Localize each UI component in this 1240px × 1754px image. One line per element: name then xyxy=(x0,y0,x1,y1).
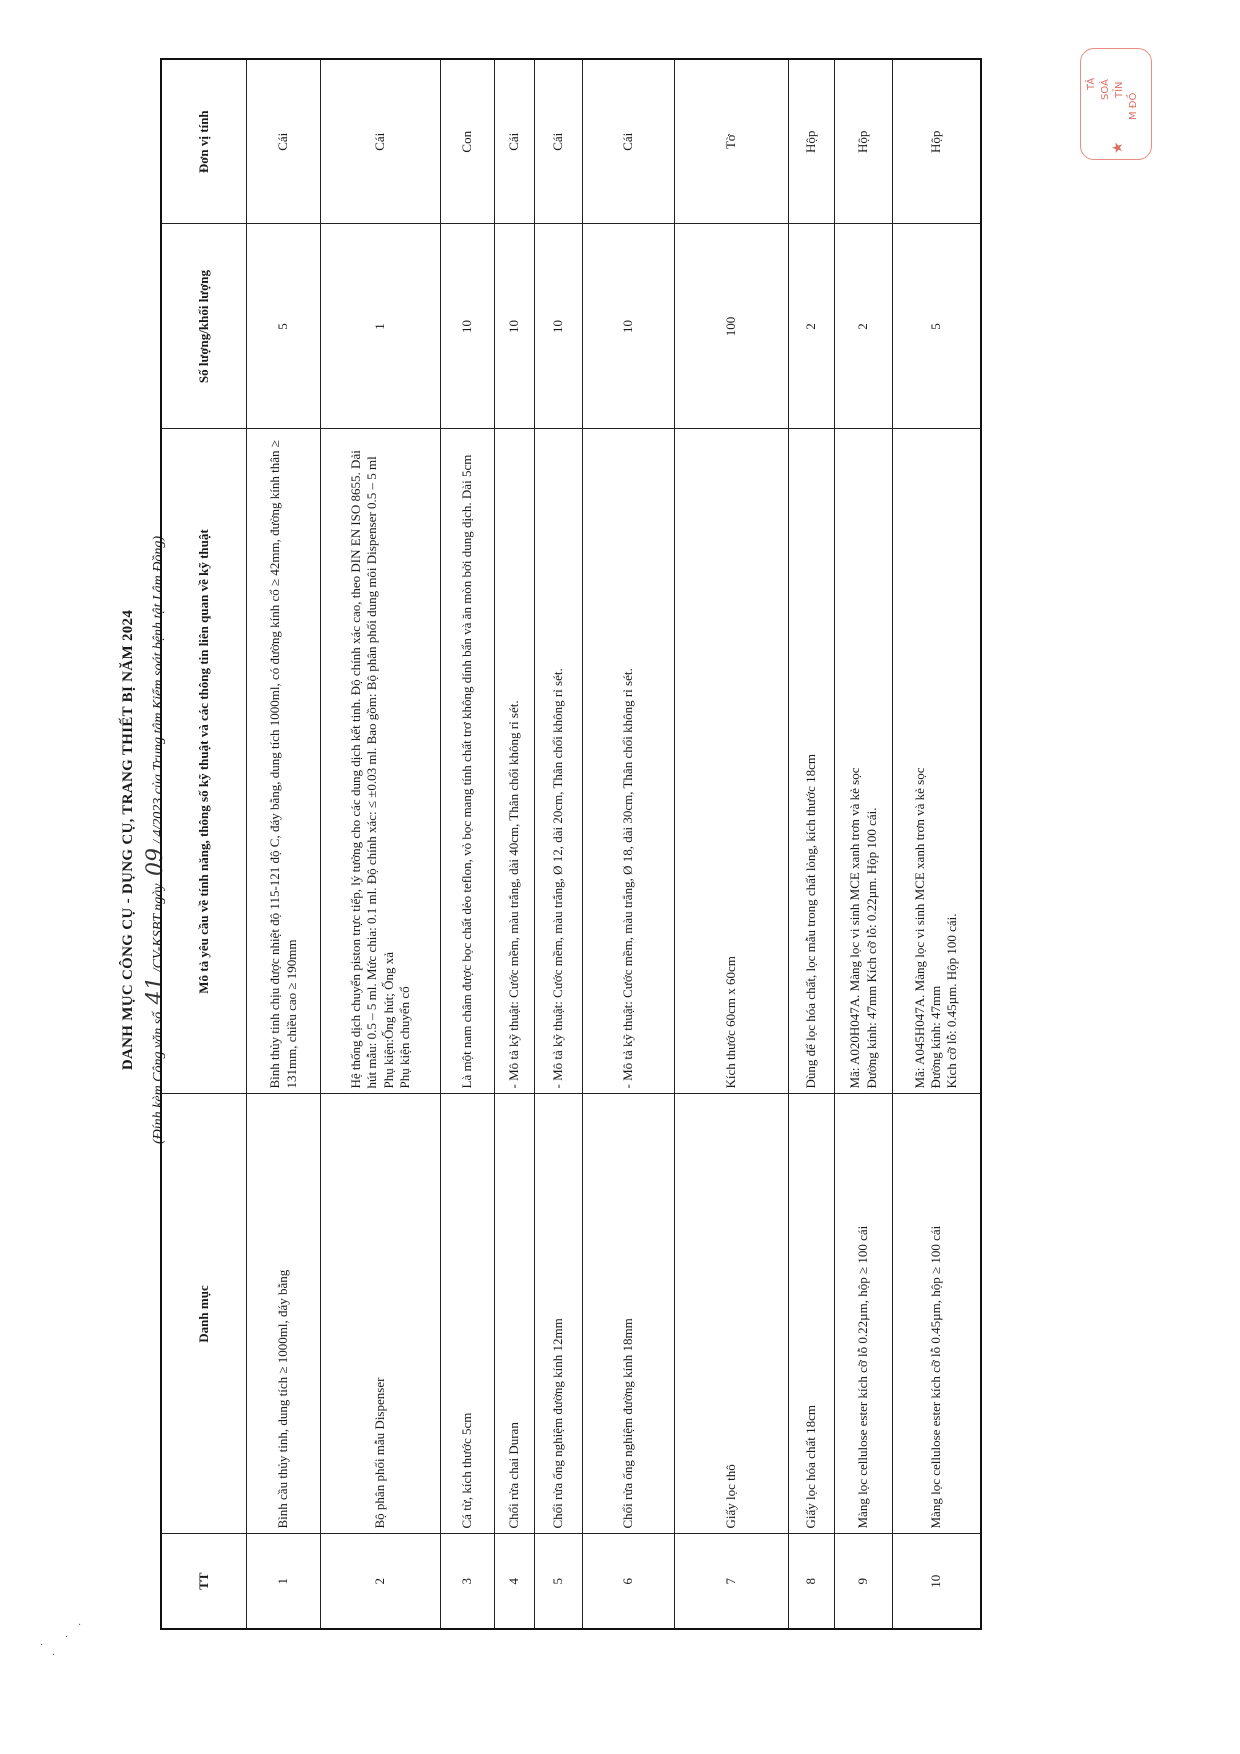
desc-line: Hệ thống dịch chuyển piston trực tiếp, lý tưởng cho các dung dịch kết tinh. Độ chính xác cao, theo DIN EN ISO 8655. Dải hút mẫu: 0.5 – 5 ml. Mức chia: 0.1 ml. Độ chính xác: ≤ ±0.03 ml. Bao gồm: Bộ phân phối dung môi Dispenser 0.5 – 5 ml xyxy=(348,450,380,1089)
desc-line: Phụ kiện chuyển cổ xyxy=(396,986,412,1089)
row-name: Giấy lọc hóa chất 18cm xyxy=(789,1094,835,1534)
row-name: Cá từ, kích thước 5cm xyxy=(441,1094,495,1534)
desc-line: Phụ kiện:Ống hút; Ống xả xyxy=(380,952,396,1089)
row-tt: 5 xyxy=(535,1534,583,1629)
header-unit: Đơn vị tính xyxy=(161,59,247,224)
row-name: Chổi rửa ống nghiệm đường kính 18mm xyxy=(583,1094,675,1534)
desc-line: Là một nam châm được bọc chất dẻo teflon, vỏ bọc mang tính chất trơ không dính bẩn và ăn mòn bởi dung dịch. Dài 5cm xyxy=(459,454,475,1089)
row-tt: 9 xyxy=(835,1534,893,1629)
row-desc xyxy=(893,429,981,1094)
header-tt: TT xyxy=(161,1534,247,1629)
row-unit: Cái xyxy=(247,59,321,224)
row-tt: 3 xyxy=(441,1534,495,1629)
row-qty: 5 xyxy=(893,224,981,429)
row-tt: 8 xyxy=(789,1534,835,1629)
row-desc xyxy=(583,429,675,1094)
header-qty: Số lượng/khối lượng xyxy=(161,224,247,429)
table-row xyxy=(321,59,441,1629)
handwritten-number: 41 xyxy=(143,976,168,1005)
desc-line: - Mô tả kỹ thuật: Cước mềm, màu trắng, Ø 12, dài 20cm, Thân chổi không rỉ sét. xyxy=(550,668,566,1089)
stamp-text: TỈN xyxy=(1114,81,1125,98)
table-row xyxy=(495,59,535,1629)
header-desc: Mô tả yêu cầu về tính năng, thông số kỹ thuật và các thông tin liên quan về kỹ thuật xyxy=(161,429,247,1094)
row-desc xyxy=(535,429,583,1094)
row-unit: Cái xyxy=(495,59,535,224)
desc-line: - Mô tả kỹ thuật: Cước mềm, màu trắng, Ø 18, dài 30cm, Thân chổi không rỉ sét. xyxy=(620,668,636,1089)
row-qty: 2 xyxy=(789,224,835,429)
row-unit: Con xyxy=(441,59,495,224)
row-desc xyxy=(247,429,321,1094)
row-qty: 5 xyxy=(247,224,321,429)
row-tt: 7 xyxy=(675,1534,789,1629)
row-name: Chổi rửa ống nghiệm đường kính 12mm xyxy=(535,1094,583,1534)
desc-line: - Mô tả kỹ thuật: Cước mềm, màu trắng, dài 40cm, Thân chổi không rỉ sét. xyxy=(506,700,522,1089)
row-desc xyxy=(789,429,835,1094)
row-qty: 10 xyxy=(535,224,583,429)
desc-line: Mã: A020H047A. Màng lọc vi sinh MCE xanh trơn và kẻ sọc xyxy=(847,767,863,1089)
table-row xyxy=(893,59,981,1629)
stamp-text: M ĐỒ xyxy=(1128,92,1139,120)
row-qty: 1 xyxy=(321,224,441,429)
desc-line: Đường kính: 47mm xyxy=(928,985,944,1089)
table-row xyxy=(247,59,321,1629)
subtitle-mid: /CV-KSBT ngày xyxy=(151,883,166,973)
table-header-row xyxy=(161,59,247,1629)
table-row xyxy=(789,59,835,1629)
table-row xyxy=(835,59,893,1629)
desc-line: Kích thước 60cm x 60cm xyxy=(723,956,739,1089)
table-body xyxy=(247,59,981,1629)
row-desc xyxy=(675,429,789,1094)
star-icon: ★ xyxy=(1110,141,1126,154)
row-name: Chổi rửa chai Duran xyxy=(495,1094,535,1534)
table-row xyxy=(675,59,789,1629)
row-qty: 2 xyxy=(835,224,893,429)
handwritten-day: 09 xyxy=(143,848,168,876)
document-title: DANH MỤC CÔNG CỤ - DỤNG CỤ, TRANG THIẾT BỊ NĂM 2024 xyxy=(120,609,136,1071)
row-tt: 1 xyxy=(247,1534,321,1629)
table-row xyxy=(583,59,675,1629)
row-tt: 10 xyxy=(893,1534,981,1629)
stamp-text: SOÁ xyxy=(1100,79,1111,100)
red-stamp xyxy=(1080,50,1150,160)
row-qty: 100 xyxy=(675,224,789,429)
row-unit: Cái xyxy=(583,59,675,224)
row-desc xyxy=(441,429,495,1094)
table-row xyxy=(535,59,583,1629)
table-row xyxy=(441,59,495,1629)
row-unit: Cái xyxy=(321,59,441,224)
row-qty: 10 xyxy=(441,224,495,429)
row-name: Bình cầu thủy tinh, dung tích ≥ 1000ml, đáy bằng xyxy=(247,1094,321,1534)
row-unit: Cái xyxy=(535,59,583,224)
stamp-text: TÂ xyxy=(1086,77,1097,90)
row-unit: Hộp xyxy=(789,59,835,224)
row-tt: 4 xyxy=(495,1534,535,1629)
desc-line: Dùng để lọc hóa chất, lọc mẫu trong chất lỏng, kích thước 18cm xyxy=(803,754,819,1089)
row-unit: Hộp xyxy=(893,59,981,224)
row-tt: 6 xyxy=(583,1534,675,1629)
row-desc xyxy=(321,429,441,1094)
row-name: Bộ phân phối mẫu Dispenser xyxy=(321,1094,441,1534)
equipment-table xyxy=(160,58,982,1630)
row-name: Màng lọc cellulose ester kích cỡ lỗ 0.45µm, hộp ≥ 100 cái xyxy=(893,1094,981,1534)
row-desc xyxy=(495,429,535,1094)
desc-line: Kích cỡ lỗ: 0.45µm. Hộp 100 cái. xyxy=(944,913,960,1089)
row-desc xyxy=(835,429,893,1094)
row-tt: 2 xyxy=(321,1534,441,1629)
subtitle-prefix: (Đính kèm Công văn số xyxy=(151,1011,166,1145)
row-qty: 10 xyxy=(583,224,675,429)
row-qty: 10 xyxy=(495,224,535,429)
row-unit: Hộp xyxy=(835,59,893,224)
header-name: Danh mục xyxy=(161,1094,247,1534)
row-unit: Tờ xyxy=(675,59,789,224)
desc-line: Mã: A045H047A. Màng lọc vi sinh MCE xanh trơn và kẻ sọc xyxy=(911,767,927,1089)
desc-line: Đường kính: 47mm Kích cỡ lỗ: 0.22µm. Hộp 100 cái. xyxy=(863,807,879,1089)
subtitle-suffix: / 4/2023 của Trung tâm Kiểm soát bệnh tật Lâm Đồng) xyxy=(151,535,166,844)
rotated-page xyxy=(120,40,1220,1640)
desc-line: Bình thủy tinh chịu được nhiệt độ 115-121 độ C, đáy bằng, dung tích 1000ml, có đường kính cổ ≥ 42mm, đường kính thân ≥ 131mm, chiều cao ≥ 190mm xyxy=(267,440,299,1089)
scan-specks: · · · · xyxy=(40,1620,82,1661)
row-name: Giấy lọc thô xyxy=(675,1094,789,1534)
row-name: Màng lọc cellulose ester kích cỡ lỗ 0.22µm, hộp ≥ 100 cái xyxy=(835,1094,893,1534)
